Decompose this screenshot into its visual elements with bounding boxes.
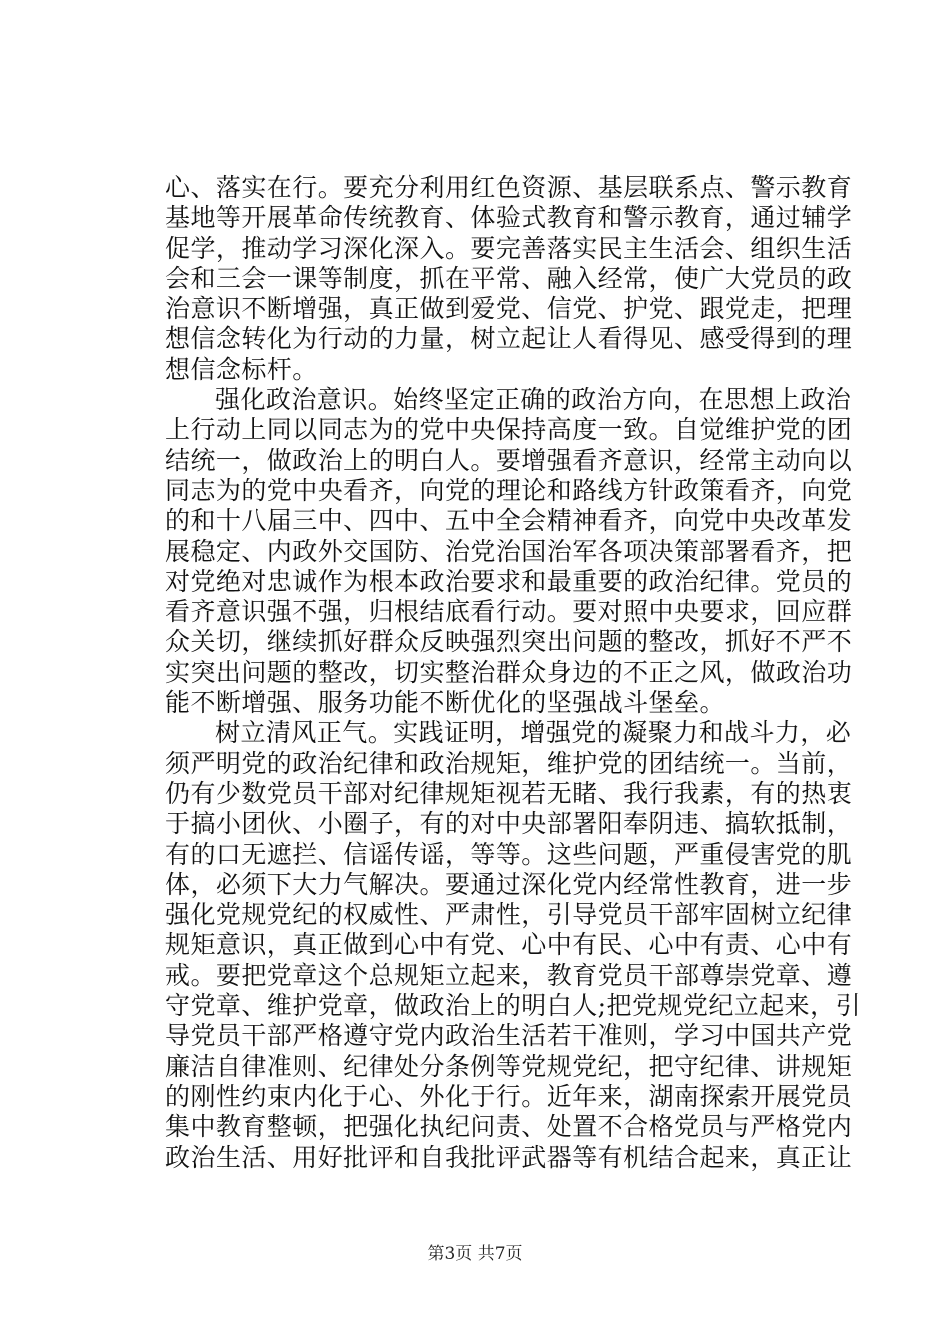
text-line: 强化党规党纪的权威性、严肃性，引导党员干部牢固树立纪律 [165,900,853,930]
body-text [165,173,862,1173]
text-line: 政治生活、用好批评和自我批评武器等有机结合起来，真正让 [165,1142,853,1172]
text-line: 对党绝对忠诚作为根本政治要求和最重要的政治纪律。党员的 [165,566,853,596]
text-line: 体，必须下大力气解决。要通过深化党内经常性教育，进一步 [165,869,853,899]
text-line: 树立清风正气。实践证明，增强党的凝聚力和战斗力，必 [215,718,852,748]
text-line: 上行动上同以同志为的党中央保持高度一致。自觉维护党的团 [165,415,853,445]
text-line: 仍有少数党员干部对纪律规矩视若无睹、我行我素，有的热衷 [165,778,853,808]
text-line: 想信念标杆。 [165,354,318,384]
text-line: 促学，推动学习深化深入。要完善落实民主生活会、组织生活 [165,233,853,263]
text-line: 的刚性约束内化于心、外化于行。近年来，湖南探索开展党员 [165,1081,853,1111]
text-line: 治意识不断增强，真正做到爱党、信党、护党、跟党走，把理 [165,294,853,324]
text-line: 看齐意识强不强，归根结底看行动。要对照中央要求，回应群 [165,597,853,627]
text-line: 结统一，做政治上的明白人。要增强看齐意识，经常主动向以 [165,445,853,475]
text-line: 会和三会一课等制度，抓在平常、融入经常，使广大党员的政 [165,263,853,293]
text-line: 守党章、维护党章，做政治上的明白人;把党规党纪立起来，引 [165,991,862,1021]
page-footer: 第3页 共7页 [427,1244,523,1264]
text-line: 同志为的党中央看齐，向党的理论和路线方针政策看齐，向党 [165,475,853,505]
text-line: 实突出问题的整改，切实整治群众身边的不正之风，做政治功 [165,657,853,687]
text-line: 能不断增强、服务功能不断优化的坚强战斗堡垒。 [165,688,725,718]
text-line: 集中教育整顿，把强化执纪问责、处置不合格党员与严格党内 [165,1112,853,1142]
text-line: 有的口无遮拦、信谣传谣，等等。这些问题，严重侵害党的肌 [165,839,853,869]
text-line: 规矩意识，真正做到心中有党、心中有民、心中有责、心中有 [165,930,853,960]
text-line: 导党员干部严格遵守党内政治生活若干准则，学习中国共产党 [165,1021,853,1051]
text-line: 想信念转化为行动的力量，树立起让人看得见、感受得到的理 [165,324,853,354]
text-line: 须严明党的政治纪律和政治规矩，维护党的团结统一。当前， [165,748,853,778]
text-line: 廉洁自律准则、纪律处分条例等党规党纪，把守纪律、讲规矩 [165,1051,853,1081]
text-line: 基地等开展革命传统教育、体验式教育和警示教育，通过辅学 [165,203,853,233]
text-line: 戒。要把党章这个总规矩立起来，教育党员干部尊崇党章、遵 [165,960,853,990]
text-line: 展稳定、内政外交国防、治党治国治军各项决策部署看齐，把 [165,536,853,566]
text-line: 于搞小团伙、小圈子，有的对中央部署阳奉阴违、搞软抵制， [165,809,853,839]
text-line: 强化政治意识。始终坚定正确的政治方向，在思想上政治 [215,385,852,415]
text-line: 众关切，继续抓好群众反映强烈突出问题的整改，抓好不严不 [165,627,853,657]
text-line: 心、落实在行。要充分利用红色资源、基层联系点、警示教育 [165,173,853,202]
text-line: 的和十八届三中、四中、五中全会精神看齐，向党中央改革发 [165,506,853,536]
